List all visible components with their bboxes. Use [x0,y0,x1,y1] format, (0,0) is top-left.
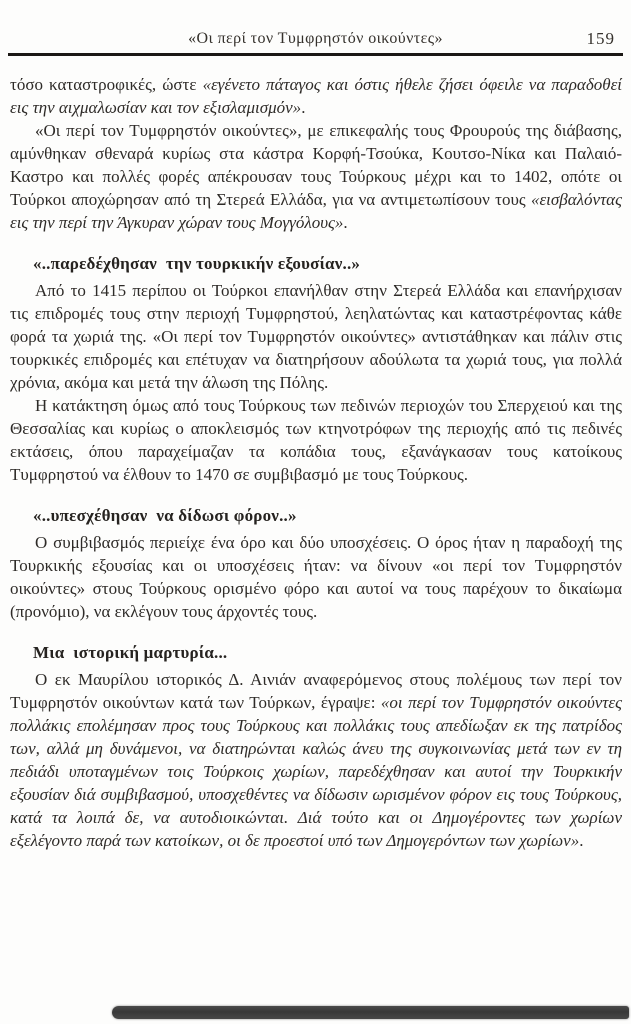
body-text: Ο εκ Μαυρίλου ιστορικός Δ. Αινιάν αναφερόμενος στους πολέμους των περί τον Τυμφρηστόν οικούντων κατά των Τούρκων, έγραψε: [10,670,622,712]
body-text: Ο συμβιβασμός περιείχε ένα όρο και δύο υποσχέσεις. Ο όρος ήταν η παραδοχή της Τουρκικής εξουσίας και οι υποσχέσεις ήταν: να δίνουν «οι περί τον Τυμφρηστόν οικούντες» στους Τούρκους ορισμένο φόρο και αυτοί να τους παρέχουν το δικαίωμα (προνόμιο), να εκλέγουν τους άρχοντές τους. [10,533,622,621]
body-text: τόσο καταστροφικές, ώστε [10,75,203,94]
section-heading: «..παρεδέχθησαν την τουρκικήν εξουσίαν..» [33,254,361,273]
page-header [8,30,623,56]
body-text: . [301,98,306,117]
paragraph [10,73,622,119]
page-body [10,73,622,852]
quoted-italic-text: «οι περί τον Τυμφρηστόν οικούντες πολλάκις επολέμησαν προς τους Τούρκους και πολλάκις τους απεδίωξαν εκ της πατρίδος των, αλλά μη δυνάμενοι, να διατηρώνται καλώς άνευ της συγκοινωνίας μετά των εν τη πεδιάδι υποταγμένων τοις Τούρκοις χωρίων, παρεδέχθησαν και αυτοί την Τουρκικήν εξουσίαν διά συμβιβασμού, υποσχεθέντες να δίδωσιν ωρισμένον φόρον εις τους Τούρκους, κατά τα λοιπά δε, να αυτοδιοικώνται. Διά τούτο και οι Δημογέροντες των χωρίων εξελέγοντο παρά των κατοίκων, οι δε προεστοί υπό των Δημογερόντων των χωρίων» [10,693,622,850]
section-heading: Μια ιστορική μαρτυρία... [33,643,228,662]
body-text: Από το 1415 περίπου οι Τούρκοι επανήλθαν στην Στερεά Ελλάδα και επανήρχισαν τις επιδρομές τους στην περιοχή Τυμφρηστού, λεηλατώντας και καταστρέφοντας κάθε φορά τα χωριά της. «Οι περί τον Τυμφρηστόν οικούντες» αντιστάθηκαν και πάλιν στις τουρκικές επιδρομές και επέτυχαν να διατηρήσουν αδούλωτα τα χωριά τους, για πολλά χρόνια, ακόμα και μετά την άλωση της Πόλης. [10,281,622,392]
body-text: Η κατάκτηση όμως από τους Τούρκους των πεδινών περιοχών του Σπερχειού και της Θεσσαλίας και κυρίως ο αποκλεισμός των κτηνοτρόφων της περιοχής από τις πεδινές εκτάσεις, όπου παραχείμαζαν τα κοπάδια τους, εξανάγκασαν τους κατοίκους Τυμφρηστού να έλθουν το 1470 σε συμβιβασμό με τους Τούρκους. [10,396,622,484]
paragraph [10,394,622,486]
scan-shadow-artifact [112,1006,629,1019]
section-heading: «..υπεσχέθησαν να δίδωσι φόρον..» [33,506,297,525]
paragraph [10,531,622,623]
quoted-italic-text: «εγένετο πάταγος και όστις ήθελε ζήσει όφειλε να παραδοθεί εις την αιχμαλωσίαν και τον εξισλαμισμόν» [10,75,622,117]
page-number: 159 [586,29,615,48]
running-title: «Οι περί τον Τυμφρηστόν οικούντες» [188,30,443,47]
paragraph [10,119,622,234]
body-text: . [579,831,584,850]
body-text: «Οι περί τον Τυμφρηστόν οικούντες», με επικεφαλής τους Φρουρούς της διάβασης, αμύνθηκαν σθεναρά κυρίως στα κάστρα Κορφή-Τσούκα, Κουτσο-Νίκα και Παλαιό-Καστρο και πολλές φορές απέκρουσαν τους Τούρκους μέχρι και το 1402, οπότε οι Τούρκοι αποχώρησαν από τη Στερεά Ελλάδα, για να αντιμετωπίσουν τους [10,121,622,209]
quoted-italic-text: «εισβαλόντας εις την περί την Άγκυραν χώραν τους Μογγόλους» [10,190,622,232]
paragraph [10,279,622,394]
paragraph [10,668,622,852]
body-text: . [343,213,348,232]
